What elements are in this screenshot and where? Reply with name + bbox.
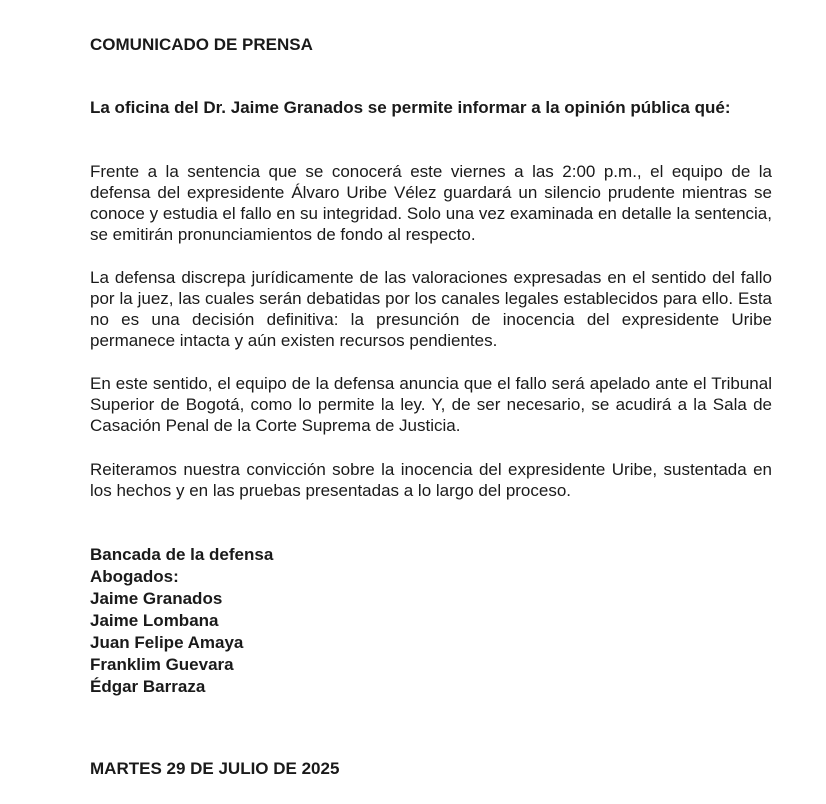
- signature-name: Jaime Lombana: [90, 611, 219, 630]
- signature-role: Abogados:: [90, 567, 179, 586]
- signature-name: Jaime Granados: [90, 589, 223, 608]
- document-title: COMUNICADO DE PRENSA: [90, 35, 313, 54]
- signature-block: [90, 544, 273, 698]
- document-date: MARTES 29 DE JULIO DE 2025: [90, 759, 340, 778]
- signature-name: Franklim Guevara: [90, 655, 234, 674]
- paragraph-3: En este sentido, el equipo de la defensa anuncia que el fallo será apelado ante el Tribunal Superior de Bogotá, como lo permite la ley. Y, de ser necesario, se acudirá a la Sala de Casación Penal de la Corte Suprema de Justicia.: [90, 374, 772, 435]
- paragraph-2: La defensa discrepa jurídicamente de las valoraciones expresadas en el sentido del fallo por la juez, las cuales serán debatidas por los canales legales establecidos para ello. Esta no es una decisión definitiva: la presunción de inocencia del expresidente Uribe permanece intacta y aún existen recursos pendientes.: [90, 268, 772, 350]
- signature-group: Bancada de la defensa: [90, 545, 274, 564]
- intro-statement: La oficina del Dr. Jaime Granados se permite informar a la opinión pública qué:: [90, 98, 731, 117]
- paragraph-4: Reiteramos nuestra convicción sobre la inocencia del expresidente Uribe, sustentada en los hechos y en las pruebas presentadas a lo largo del proceso.: [90, 460, 772, 500]
- signature-name: Édgar Barraza: [90, 677, 206, 696]
- signature-name: Juan Felipe Amaya: [90, 633, 244, 652]
- paragraph-1: Frente a la sentencia que se conocerá este viernes a las 2:00 p.m., el equipo de la defensa del expresidente Álvaro Uribe Vélez guardará un silencio prudente mientras se conoce y estudia el fallo en su integridad. Solo una vez examinada en detalle la sentencia, se emitirán pronunciamientos de fondo al respecto.: [90, 162, 772, 244]
